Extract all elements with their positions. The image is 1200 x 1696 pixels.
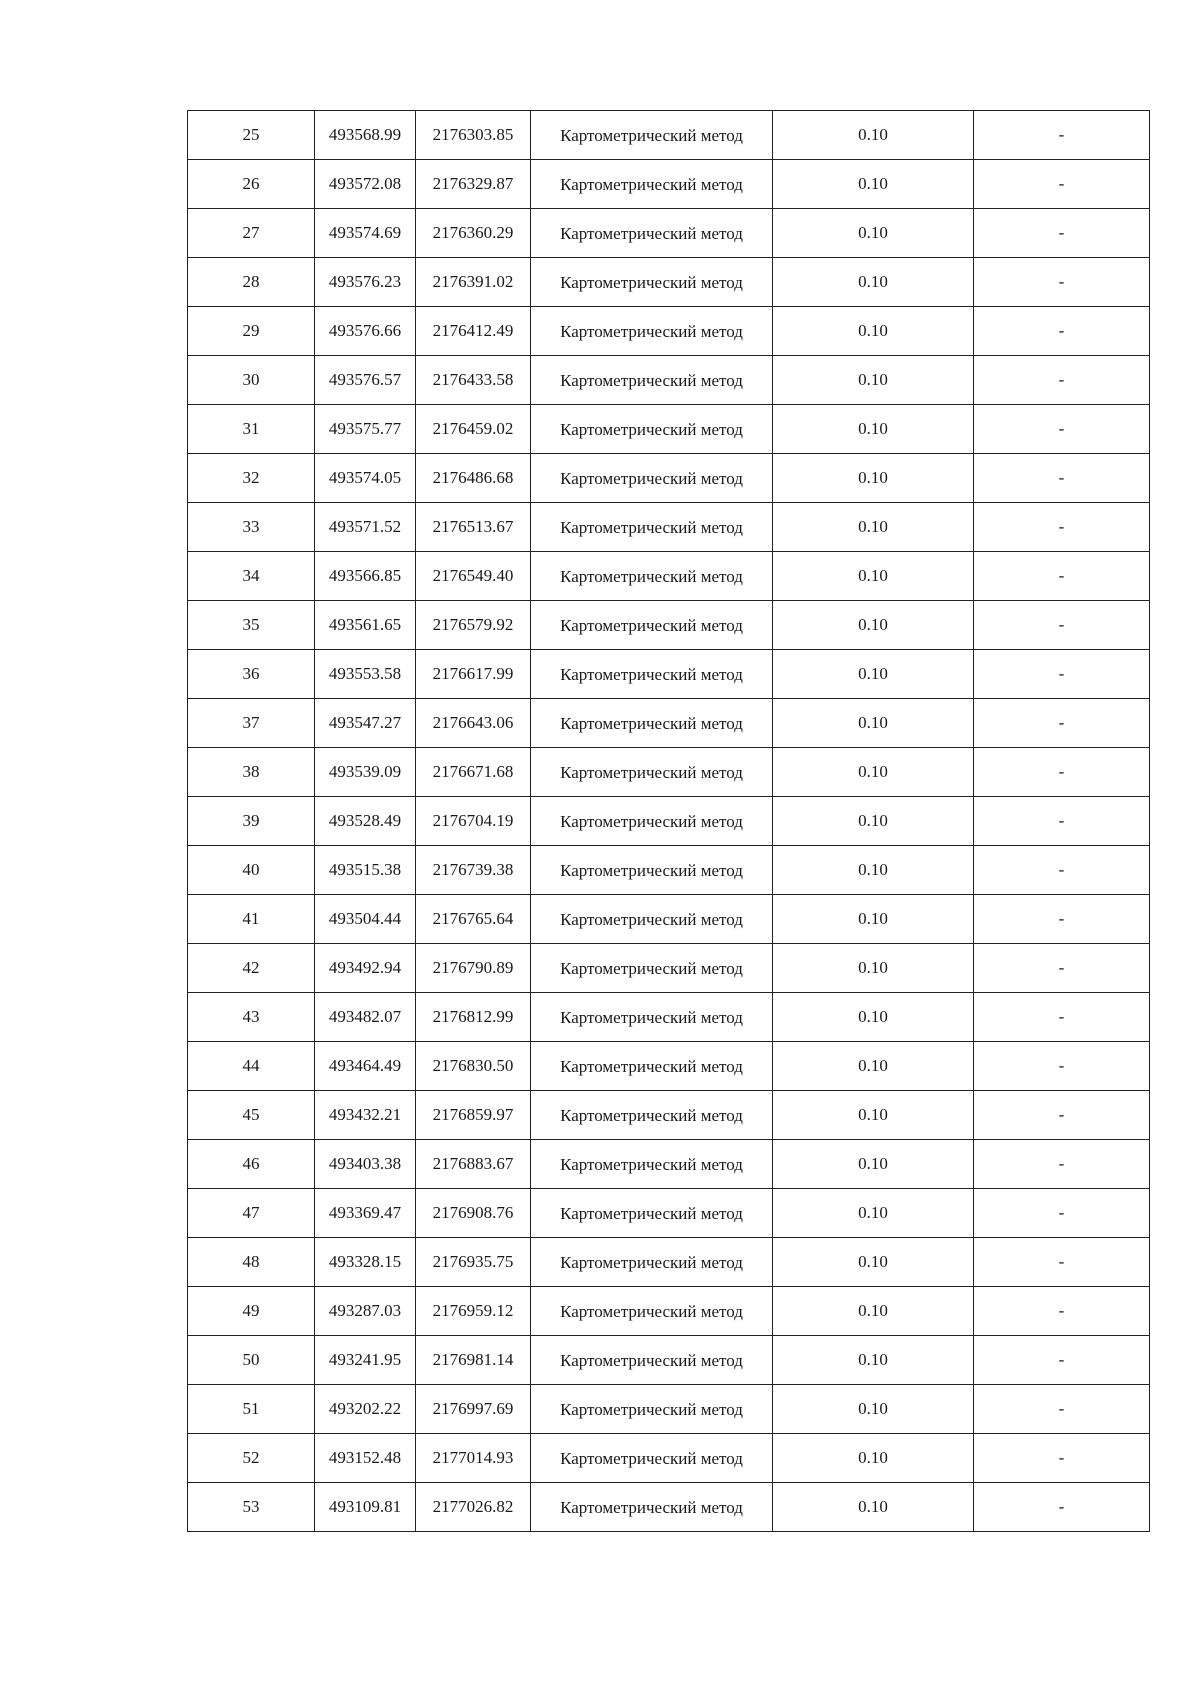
method-cell xyxy=(531,1140,773,1189)
point-number-cell: 41 xyxy=(188,895,315,944)
table-row xyxy=(188,797,1150,846)
table-row xyxy=(188,601,1150,650)
description-cell: - xyxy=(974,748,1150,797)
x-coordinate-cell: 493492.94 xyxy=(315,944,416,993)
description-cell: - xyxy=(974,1091,1150,1140)
method-cell xyxy=(531,748,773,797)
method-cell xyxy=(531,1091,773,1140)
method-text: Картометрический метод xyxy=(560,1154,743,1174)
description-cell: - xyxy=(974,111,1150,160)
table-row xyxy=(188,209,1150,258)
point-number-cell: 33 xyxy=(188,503,315,552)
accuracy-cell: 0.10 xyxy=(773,650,974,699)
y-coordinate-cell: 2176433.58 xyxy=(416,356,531,405)
table-row xyxy=(188,1091,1150,1140)
x-coordinate-cell: 493576.23 xyxy=(315,258,416,307)
method-text: Картометрический метод xyxy=(560,762,743,782)
x-coordinate-cell: 493241.95 xyxy=(315,1336,416,1385)
x-coordinate-cell: 493547.27 xyxy=(315,699,416,748)
accuracy-cell: 0.10 xyxy=(773,1434,974,1483)
point-number-cell: 40 xyxy=(188,846,315,895)
method-cell xyxy=(531,601,773,650)
method-cell xyxy=(531,405,773,454)
method-cell xyxy=(531,258,773,307)
accuracy-cell: 0.10 xyxy=(773,356,974,405)
method-cell xyxy=(531,895,773,944)
table-row xyxy=(188,650,1150,699)
method-cell xyxy=(531,993,773,1042)
method-text: Картометрический метод xyxy=(560,1301,743,1321)
accuracy-cell: 0.10 xyxy=(773,1287,974,1336)
description-cell: - xyxy=(974,650,1150,699)
x-coordinate-cell: 493574.69 xyxy=(315,209,416,258)
y-coordinate-cell: 2177014.93 xyxy=(416,1434,531,1483)
method-text: Картометрический метод xyxy=(560,321,743,341)
method-text: Картометрический метод xyxy=(560,419,743,439)
y-coordinate-cell: 2176643.06 xyxy=(416,699,531,748)
description-cell: - xyxy=(974,1483,1150,1532)
method-cell xyxy=(531,1483,773,1532)
accuracy-cell: 0.10 xyxy=(773,797,974,846)
method-cell xyxy=(531,454,773,503)
method-text: Картометрический метод xyxy=(560,860,743,880)
description-cell: - xyxy=(974,1336,1150,1385)
x-coordinate-cell: 493566.85 xyxy=(315,552,416,601)
point-number-cell: 43 xyxy=(188,993,315,1042)
method-cell xyxy=(531,1287,773,1336)
description-cell: - xyxy=(974,1385,1150,1434)
description-cell: - xyxy=(974,1042,1150,1091)
method-cell xyxy=(531,160,773,209)
accuracy-cell: 0.10 xyxy=(773,1385,974,1434)
y-coordinate-cell: 2176959.12 xyxy=(416,1287,531,1336)
description-cell: - xyxy=(974,454,1150,503)
point-number-cell: 26 xyxy=(188,160,315,209)
accuracy-cell: 0.10 xyxy=(773,846,974,895)
method-cell xyxy=(531,650,773,699)
table-row xyxy=(188,552,1150,601)
method-text: Картометрический метод xyxy=(560,1203,743,1223)
x-coordinate-cell: 493287.03 xyxy=(315,1287,416,1336)
method-cell xyxy=(531,503,773,552)
x-coordinate-cell: 493464.49 xyxy=(315,1042,416,1091)
description-cell: - xyxy=(974,1238,1150,1287)
method-text: Картометрический метод xyxy=(560,713,743,733)
description-cell: - xyxy=(974,209,1150,258)
method-text: Картометрический метод xyxy=(560,1056,743,1076)
x-coordinate-cell: 493568.99 xyxy=(315,111,416,160)
description-cell: - xyxy=(974,405,1150,454)
table-row xyxy=(188,1434,1150,1483)
y-coordinate-cell: 2176859.97 xyxy=(416,1091,531,1140)
table-row xyxy=(188,846,1150,895)
x-coordinate-cell: 493202.22 xyxy=(315,1385,416,1434)
y-coordinate-cell: 2176617.99 xyxy=(416,650,531,699)
description-cell: - xyxy=(974,356,1150,405)
table-row xyxy=(188,944,1150,993)
method-cell xyxy=(531,356,773,405)
method-text: Картометрический метод xyxy=(560,174,743,194)
method-text: Картометрический метод xyxy=(560,664,743,684)
method-cell xyxy=(531,209,773,258)
description-cell: - xyxy=(974,307,1150,356)
table-row xyxy=(188,699,1150,748)
description-cell: - xyxy=(974,258,1150,307)
description-cell: - xyxy=(974,503,1150,552)
method-text: Картометрический метод xyxy=(560,1448,743,1468)
description-cell: - xyxy=(974,1287,1150,1336)
accuracy-cell: 0.10 xyxy=(773,307,974,356)
point-number-cell: 35 xyxy=(188,601,315,650)
y-coordinate-cell: 2176739.38 xyxy=(416,846,531,895)
x-coordinate-cell: 493528.49 xyxy=(315,797,416,846)
description-cell: - xyxy=(974,846,1150,895)
table-row xyxy=(188,1336,1150,1385)
point-number-cell: 49 xyxy=(188,1287,315,1336)
point-number-cell: 42 xyxy=(188,944,315,993)
x-coordinate-cell: 493571.52 xyxy=(315,503,416,552)
y-coordinate-cell: 2176360.29 xyxy=(416,209,531,258)
method-cell xyxy=(531,1385,773,1434)
y-coordinate-cell: 2176513.67 xyxy=(416,503,531,552)
table-row xyxy=(188,1140,1150,1189)
method-text: Картометрический метод xyxy=(560,811,743,831)
accuracy-cell: 0.10 xyxy=(773,1238,974,1287)
table-row xyxy=(188,1385,1150,1434)
description-cell: - xyxy=(974,993,1150,1042)
x-coordinate-cell: 493576.57 xyxy=(315,356,416,405)
point-number-cell: 29 xyxy=(188,307,315,356)
y-coordinate-cell: 2176459.02 xyxy=(416,405,531,454)
accuracy-cell: 0.10 xyxy=(773,895,974,944)
accuracy-cell: 0.10 xyxy=(773,993,974,1042)
point-number-cell: 30 xyxy=(188,356,315,405)
accuracy-cell: 0.10 xyxy=(773,1042,974,1091)
method-text: Картометрический метод xyxy=(560,909,743,929)
y-coordinate-cell: 2176579.92 xyxy=(416,601,531,650)
table-row xyxy=(188,454,1150,503)
method-cell xyxy=(531,699,773,748)
accuracy-cell: 0.10 xyxy=(773,1091,974,1140)
accuracy-cell: 0.10 xyxy=(773,552,974,601)
x-coordinate-cell: 493572.08 xyxy=(315,160,416,209)
y-coordinate-cell: 2176486.68 xyxy=(416,454,531,503)
table-row xyxy=(188,993,1150,1042)
method-cell xyxy=(531,552,773,601)
table-row xyxy=(188,748,1150,797)
accuracy-cell: 0.10 xyxy=(773,1189,974,1238)
point-number-cell: 31 xyxy=(188,405,315,454)
y-coordinate-cell: 2176412.49 xyxy=(416,307,531,356)
y-coordinate-cell: 2176935.75 xyxy=(416,1238,531,1287)
method-text: Картометрический метод xyxy=(560,370,743,390)
accuracy-cell: 0.10 xyxy=(773,1483,974,1532)
table-row xyxy=(188,356,1150,405)
point-number-cell: 39 xyxy=(188,797,315,846)
point-number-cell: 45 xyxy=(188,1091,315,1140)
point-number-cell: 34 xyxy=(188,552,315,601)
method-cell xyxy=(531,846,773,895)
point-number-cell: 28 xyxy=(188,258,315,307)
x-coordinate-cell: 493328.15 xyxy=(315,1238,416,1287)
method-text: Картометрический метод xyxy=(560,958,743,978)
accuracy-cell: 0.10 xyxy=(773,258,974,307)
coordinates-table-body xyxy=(188,111,1150,1532)
method-text: Картометрический метод xyxy=(560,1399,743,1419)
description-cell: - xyxy=(974,1189,1150,1238)
description-cell: - xyxy=(974,552,1150,601)
method-text: Картометрический метод xyxy=(560,517,743,537)
accuracy-cell: 0.10 xyxy=(773,1140,974,1189)
y-coordinate-cell: 2176830.50 xyxy=(416,1042,531,1091)
method-text: Картометрический метод xyxy=(560,125,743,145)
accuracy-cell: 0.10 xyxy=(773,209,974,258)
method-cell xyxy=(531,1189,773,1238)
y-coordinate-cell: 2176883.67 xyxy=(416,1140,531,1189)
method-text: Картометрический метод xyxy=(560,615,743,635)
description-cell: - xyxy=(974,1434,1150,1483)
table-row xyxy=(188,160,1150,209)
description-cell: - xyxy=(974,160,1150,209)
table-row xyxy=(188,1189,1150,1238)
accuracy-cell: 0.10 xyxy=(773,405,974,454)
description-cell: - xyxy=(974,601,1150,650)
y-coordinate-cell: 2176329.87 xyxy=(416,160,531,209)
method-cell xyxy=(531,944,773,993)
accuracy-cell: 0.10 xyxy=(773,1336,974,1385)
description-cell: - xyxy=(974,944,1150,993)
point-number-cell: 36 xyxy=(188,650,315,699)
x-coordinate-cell: 493482.07 xyxy=(315,993,416,1042)
y-coordinate-cell: 2176981.14 xyxy=(416,1336,531,1385)
point-number-cell: 51 xyxy=(188,1385,315,1434)
accuracy-cell: 0.10 xyxy=(773,111,974,160)
x-coordinate-cell: 493561.65 xyxy=(315,601,416,650)
method-text: Картометрический метод xyxy=(560,1497,743,1517)
point-number-cell: 46 xyxy=(188,1140,315,1189)
description-cell: - xyxy=(974,797,1150,846)
accuracy-cell: 0.10 xyxy=(773,601,974,650)
method-text: Картометрический метод xyxy=(560,272,743,292)
point-number-cell: 47 xyxy=(188,1189,315,1238)
accuracy-cell: 0.10 xyxy=(773,699,974,748)
point-number-cell: 52 xyxy=(188,1434,315,1483)
table-row xyxy=(188,1287,1150,1336)
method-cell xyxy=(531,1042,773,1091)
y-coordinate-cell: 2176671.68 xyxy=(416,748,531,797)
x-coordinate-cell: 493432.21 xyxy=(315,1091,416,1140)
x-coordinate-cell: 493575.77 xyxy=(315,405,416,454)
point-number-cell: 32 xyxy=(188,454,315,503)
table-row xyxy=(188,1042,1150,1091)
accuracy-cell: 0.10 xyxy=(773,944,974,993)
method-cell xyxy=(531,1434,773,1483)
x-coordinate-cell: 493515.38 xyxy=(315,846,416,895)
method-cell xyxy=(531,797,773,846)
point-number-cell: 48 xyxy=(188,1238,315,1287)
accuracy-cell: 0.10 xyxy=(773,748,974,797)
x-coordinate-cell: 493369.47 xyxy=(315,1189,416,1238)
table-row xyxy=(188,1238,1150,1287)
method-text: Картометрический метод xyxy=(560,1007,743,1027)
description-cell: - xyxy=(974,1140,1150,1189)
table-row xyxy=(188,1483,1150,1532)
description-cell: - xyxy=(974,895,1150,944)
method-cell xyxy=(531,1336,773,1385)
x-coordinate-cell: 493553.58 xyxy=(315,650,416,699)
method-text: Картометрический метод xyxy=(560,566,743,586)
method-text: Картометрический метод xyxy=(560,223,743,243)
accuracy-cell: 0.10 xyxy=(773,503,974,552)
y-coordinate-cell: 2176704.19 xyxy=(416,797,531,846)
method-text: Картометрический метод xyxy=(560,1105,743,1125)
table-row xyxy=(188,405,1150,454)
x-coordinate-cell: 493403.38 xyxy=(315,1140,416,1189)
coordinates-table xyxy=(187,110,1150,1532)
point-number-cell: 25 xyxy=(188,111,315,160)
method-cell xyxy=(531,1238,773,1287)
table-row xyxy=(188,895,1150,944)
y-coordinate-cell: 2176765.64 xyxy=(416,895,531,944)
method-text: Картометрический метод xyxy=(560,1252,743,1272)
x-coordinate-cell: 493504.44 xyxy=(315,895,416,944)
x-coordinate-cell: 493574.05 xyxy=(315,454,416,503)
accuracy-cell: 0.10 xyxy=(773,160,974,209)
point-number-cell: 53 xyxy=(188,1483,315,1532)
table-row xyxy=(188,111,1150,160)
point-number-cell: 27 xyxy=(188,209,315,258)
table-row xyxy=(188,503,1150,552)
method-cell xyxy=(531,307,773,356)
method-text: Картометрический метод xyxy=(560,468,743,488)
method-text: Картометрический метод xyxy=(560,1350,743,1370)
y-coordinate-cell: 2176997.69 xyxy=(416,1385,531,1434)
x-coordinate-cell: 493109.81 xyxy=(315,1483,416,1532)
y-coordinate-cell: 2176391.02 xyxy=(416,258,531,307)
x-coordinate-cell: 493576.66 xyxy=(315,307,416,356)
x-coordinate-cell: 493152.48 xyxy=(315,1434,416,1483)
y-coordinate-cell: 2176790.89 xyxy=(416,944,531,993)
description-cell: - xyxy=(974,699,1150,748)
y-coordinate-cell: 2176303.85 xyxy=(416,111,531,160)
y-coordinate-cell: 2176549.40 xyxy=(416,552,531,601)
x-coordinate-cell: 493539.09 xyxy=(315,748,416,797)
method-cell xyxy=(531,111,773,160)
y-coordinate-cell: 2177026.82 xyxy=(416,1483,531,1532)
y-coordinate-cell: 2176908.76 xyxy=(416,1189,531,1238)
point-number-cell: 50 xyxy=(188,1336,315,1385)
y-coordinate-cell: 2176812.99 xyxy=(416,993,531,1042)
point-number-cell: 38 xyxy=(188,748,315,797)
table-row xyxy=(188,258,1150,307)
table-row xyxy=(188,307,1150,356)
point-number-cell: 44 xyxy=(188,1042,315,1091)
point-number-cell: 37 xyxy=(188,699,315,748)
accuracy-cell: 0.10 xyxy=(773,454,974,503)
